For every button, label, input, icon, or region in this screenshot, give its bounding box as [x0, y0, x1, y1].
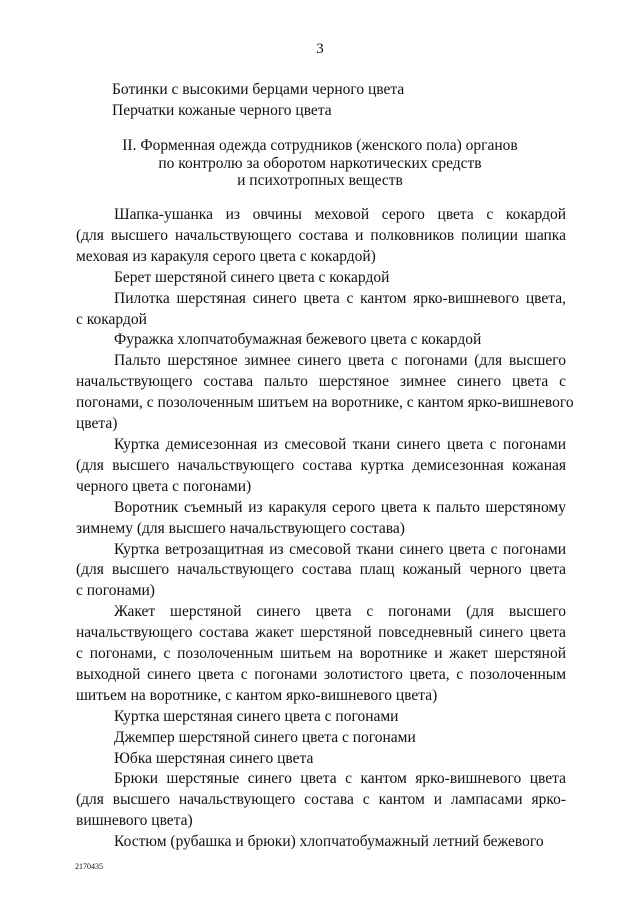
paragraph-line: Куртка демисезонная из смесовой ткани синего цвета с погонами — [114, 435, 566, 453]
item-paragraph — [76, 540, 566, 603]
paragraph-line: погонами, с позолоченным шитьем на воротнике, с кантом ярко-вишневого — [76, 394, 574, 412]
paragraph-line: Шапка-ушанка из овчины меховой серого цвета с кокардой — [114, 206, 566, 223]
paragraph-line: с погонами, с позолоченным шитьем на воротнике и жакет шерстяной — [76, 645, 566, 663]
paragraph-line: с кокардой — [76, 310, 147, 328]
section-heading — [0, 137, 640, 190]
section-heading-line: и психотропных веществ — [237, 172, 403, 189]
paragraph-line: (для высшего начальствующего состава и полковников полиции шапка — [76, 226, 566, 244]
item-paragraph — [76, 602, 566, 707]
paragraph-line: зимнему (для высшего начальствующего состава) — [76, 519, 405, 537]
paragraph-line: Костюм (рубашка и брюки) хлопчатобумажный летний бежевого — [114, 833, 544, 851]
item-paragraph — [76, 769, 566, 832]
paragraph-line: начальствующего состава жакет шерстяной повседневный синего цвета — [76, 624, 566, 642]
item-paragraph — [76, 728, 566, 749]
paragraph-line: вишневого цвета) — [76, 812, 193, 830]
item-paragraph — [76, 435, 566, 498]
paragraph-line: Куртка шерстяная синего цвета с погонами — [114, 707, 399, 725]
item-paragraph — [76, 749, 566, 770]
item-paragraph — [76, 289, 566, 331]
item-paragraph — [76, 268, 566, 289]
item-paragraph — [76, 498, 566, 540]
paragraph-line: (для высшего начальствующего состава с кантом и лампасами ярко- — [76, 791, 566, 809]
document-code: 2170435 — [75, 862, 103, 871]
paragraph-line: Юбка шерстяная синего цвета — [114, 749, 314, 767]
paragraph-line: меховая из каракуля серого цвета с кокардой) — [76, 247, 376, 265]
document-body — [76, 205, 574, 853]
item-paragraph — [76, 707, 566, 728]
paragraph-line: Пальто шерстяное зимнее синего цвета с погонами (для высшего — [114, 352, 566, 370]
item-paragraph — [76, 351, 574, 435]
paragraph-line: выходной синего цвета с погонами золотистого цвета, с позолоченным — [76, 665, 566, 683]
paragraph-line: цвета) — [76, 415, 118, 433]
paragraph-line: (для высшего начальствующего состава плащ кожаный черного цвета — [76, 561, 566, 579]
paragraph-line: (для высшего начальствующего состава куртка демисезонная кожаная — [76, 456, 566, 474]
paragraph-line: Воротник съемный из каракуля серого цвета к пальто шерстяному — [114, 498, 566, 516]
item-boots: Ботинки с высокими берцами черного цвета — [112, 81, 405, 98]
paragraph-line: начальствующего состава пальто шерстяное зимнее синего цвета с — [76, 373, 566, 391]
item-paragraph — [76, 832, 566, 853]
paragraph-line: Джемпер шерстяной синего цвета с погонами — [114, 728, 416, 746]
item-paragraph — [76, 205, 566, 268]
section-heading-line: по контролю за оборотом наркотических средств — [158, 154, 482, 172]
paragraph-line: Брюки шерстяные синего цвета с кантом ярко-вишневого цвета — [114, 770, 566, 788]
item-paragraph — [76, 330, 566, 351]
paragraph-line: шитьем на воротнике, с кантом ярко-вишневого цвета) — [76, 686, 438, 704]
paragraph-line: Пилотка шерстяная синего цвета с кантом ярко-вишневого цвета, — [114, 289, 566, 307]
paragraph-line: черного цвета с погонами) — [76, 477, 252, 495]
paragraph-line: Берет шерстяной синего цвета с кокардой — [114, 268, 390, 286]
page-number: 3 — [316, 41, 324, 57]
section-heading-line: II. Форменная одежда сотрудников (женского пола) органов — [122, 137, 518, 154]
paragraph-line: Фуражка хлопчатобумажная бежевого цвета с кокардой — [114, 331, 482, 349]
paragraph-line: Куртка ветрозащитная из смесовой ткани синего цвета с погонами — [114, 540, 566, 558]
paragraph-line: Жакет шерстяной синего цвета с погонами (для высшего — [114, 603, 566, 621]
item-gloves: Перчатки кожаные черного цвета — [112, 102, 332, 119]
paragraph-line: с погонами) — [76, 582, 155, 600]
